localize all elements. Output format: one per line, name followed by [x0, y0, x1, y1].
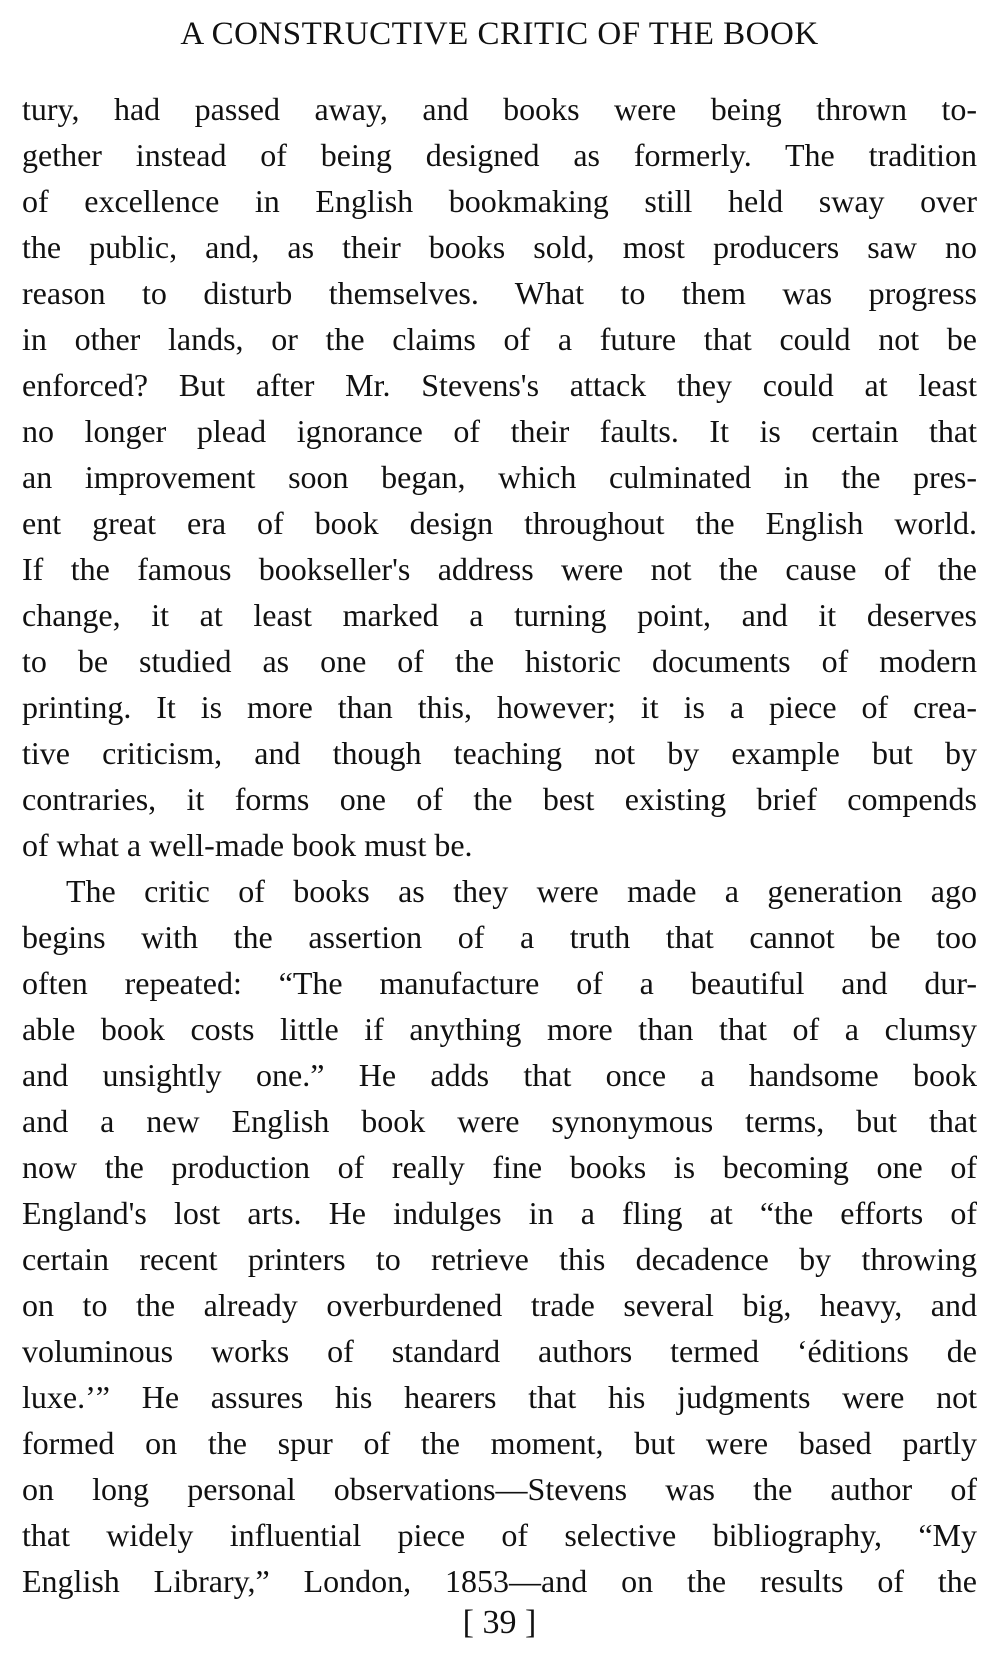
text-line: of excellence in English bookmaking still held sway over	[22, 183, 977, 219]
text-line: gether instead of being designed as formerly. The tradition	[22, 137, 977, 173]
text-line: an improvement soon began, which culminated in the pres-	[22, 459, 977, 495]
text-line: on long personal observations—Stevens was the author of	[22, 1471, 977, 1507]
text-line: of what a well-made book must be.	[22, 827, 473, 863]
text-line: English Library,” London, 1853—and on the results of the	[22, 1563, 977, 1599]
text-line: now the production of really fine books is becoming one of	[22, 1149, 977, 1185]
text-line: to be studied as one of the historic documents of modern	[22, 643, 977, 679]
text-line: printing. It is more than this, however; it is a piece of crea-	[22, 689, 977, 725]
text-line: change, it at least marked a turning point, and it deserves	[22, 597, 977, 633]
text-line: voluminous works of standard authors termed ‘éditions de	[22, 1333, 977, 1369]
text-line: ent great era of book design throughout the English world.	[22, 505, 977, 541]
text-line: able book costs little if anything more than that of a clumsy	[22, 1011, 977, 1047]
text-line: and a new English book were synonymous terms, but that	[22, 1103, 977, 1139]
running-head: A CONSTRUCTIVE CRITIC OF THE BOOK	[180, 16, 819, 52]
text-line: often repeated: “The manufacture of a beautiful and dur-	[22, 965, 977, 1001]
text-line: tive criticism, and though teaching not by example but by	[22, 735, 977, 771]
text-line: in other lands, or the claims of a future that could not be	[22, 321, 977, 357]
text-line: the public, and, as their books sold, most producers saw no	[22, 229, 977, 265]
text-line: The critic of books as they were made a generation ago	[66, 873, 977, 909]
text-line: on to the already overburdened trade several big, heavy, and	[22, 1287, 977, 1323]
paragraph-2	[22, 868, 977, 1604]
text-line: If the famous bookseller's address were not the cause of the	[22, 551, 977, 587]
text-line: luxe.’” He assures his hearers that his judgments were not	[22, 1379, 977, 1415]
body-text	[22, 86, 977, 1604]
text-line: enforced? But after Mr. Stevens's attack they could at least	[22, 367, 977, 403]
text-line: and unsightly one.” He adds that once a handsome book	[22, 1057, 977, 1093]
text-line: tury, had passed away, and books were being thrown to-	[22, 91, 977, 127]
book-page	[22, 0, 977, 1661]
page-number: [ 39 ]	[462, 1604, 537, 1641]
paragraph-1	[22, 86, 977, 868]
text-line: formed on the spur of the moment, but were based partly	[22, 1425, 977, 1461]
text-line: contraries, it forms one of the best existing brief compends	[22, 781, 977, 817]
text-line: certain recent printers to retrieve this decadence by throwing	[22, 1241, 977, 1277]
text-line: that widely influential piece of selective bibliography, “My	[22, 1517, 977, 1553]
text-line: no longer plead ignorance of their faults. It is certain that	[22, 413, 977, 449]
text-line: begins with the assertion of a truth that cannot be too	[22, 919, 977, 955]
text-line: England's lost arts. He indulges in a fling at “the efforts of	[22, 1195, 977, 1231]
text-line: reason to disturb themselves. What to them was progress	[22, 275, 977, 311]
